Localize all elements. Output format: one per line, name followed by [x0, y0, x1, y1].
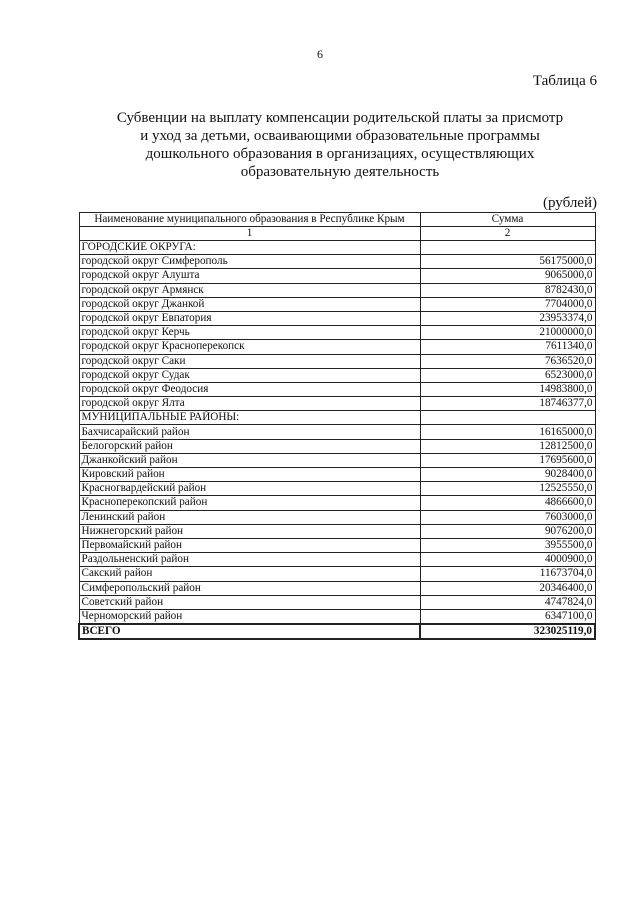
row-name-cell: Нижнегорский район — [79, 524, 420, 538]
row-value-cell: 11673704,0 — [420, 567, 595, 581]
row-value-cell: 20346400,0 — [420, 581, 595, 595]
table-row — [79, 326, 595, 340]
row-name-cell: городской округ Красноперекопск — [79, 340, 420, 354]
row-value-cell: 4747824,0 — [420, 595, 595, 609]
row-name-cell: Белогорский район — [79, 439, 420, 453]
table-row — [79, 439, 595, 453]
table-row — [79, 482, 595, 496]
table-row — [79, 269, 595, 283]
table-row — [79, 581, 595, 595]
table-row — [79, 595, 595, 609]
table-row — [79, 397, 595, 411]
row-name-cell: городской округ Судак — [79, 368, 420, 382]
table-row — [79, 311, 595, 325]
row-value-cell: 6347100,0 — [420, 609, 595, 624]
table-row — [79, 510, 595, 524]
row-name-cell: Красногвардейский район — [79, 482, 420, 496]
row-value-cell: 7611340,0 — [420, 340, 595, 354]
row-value-cell: 9028400,0 — [420, 468, 595, 482]
table-row — [79, 567, 595, 581]
row-name-cell: городской округ Джанкой — [79, 297, 420, 311]
row-value-cell: 4866600,0 — [420, 496, 595, 510]
row-name-cell: городской округ Керчь — [79, 326, 420, 340]
row-name-cell: городской округ Алушта — [79, 269, 420, 283]
row-name-cell: Советский район — [79, 595, 420, 609]
table-row — [79, 609, 595, 624]
row-value-cell — [420, 241, 595, 255]
table-row — [79, 411, 595, 425]
title-line: Субвенции на выплату компенсации родительской платы за присмотр — [116, 110, 564, 126]
table-row — [79, 241, 595, 255]
row-name-cell: Бахчисарайский район — [79, 425, 420, 439]
row-name-cell: городской округ Армянск — [79, 283, 420, 297]
page-number: 6 — [317, 47, 323, 61]
row-value-cell: 56175000,0 — [420, 255, 595, 269]
row-value-cell: 23953374,0 — [420, 311, 595, 325]
row-value-cell: 7704000,0 — [420, 297, 595, 311]
row-name-cell: Первомайский район — [79, 538, 420, 552]
row-name-cell: городской округ Симферополь — [79, 255, 420, 269]
table-row — [79, 553, 595, 567]
title-line: дошкольного образования в организациях, осуществляющих — [145, 146, 535, 162]
row-value-cell: 9065000,0 — [420, 269, 595, 283]
row-value-cell: 12525550,0 — [420, 482, 595, 496]
header-sum-cell: Сумма — [420, 213, 595, 227]
document-title — [80, 109, 600, 181]
row-value-cell: 18746377,0 — [420, 397, 595, 411]
row-name-cell: Джанкойский район — [79, 453, 420, 467]
row-name-cell: Симферопольский район — [79, 581, 420, 595]
row-value-cell: 14983800,0 — [420, 382, 595, 396]
header-name-cell: Наименование муниципального образования в Республике Крым — [79, 213, 420, 227]
row-name-cell: ГОРОДСКИЕ ОКРУГА: — [79, 241, 420, 255]
row-value-cell: 17695600,0 — [420, 453, 595, 467]
row-name-cell: Черноморский район — [79, 609, 420, 624]
column-number-row — [79, 227, 595, 241]
row-name-cell: Красноперекопский район — [79, 496, 420, 510]
row-name-cell: Кировский район — [79, 468, 420, 482]
row-value-cell: 16165000,0 — [420, 425, 595, 439]
row-name-cell: городской округ Евпатория — [79, 311, 420, 325]
table-row — [79, 425, 595, 439]
row-value-cell: 6523000,0 — [420, 368, 595, 382]
row-value-cell: 4000900,0 — [420, 553, 595, 567]
subsidy-table — [78, 212, 596, 640]
row-value-cell: 7603000,0 — [420, 510, 595, 524]
row-name-cell: городской округ Феодосия — [79, 382, 420, 396]
table-row — [79, 524, 595, 538]
row-value-cell: 21000000,0 — [420, 326, 595, 340]
row-value-cell: 8782430,0 — [420, 283, 595, 297]
table-row — [79, 283, 595, 297]
row-value-cell: 9076200,0 — [420, 524, 595, 538]
total-row — [79, 624, 595, 639]
total-value-cell: 323025119,0 — [420, 624, 595, 639]
table-header-row — [79, 213, 595, 227]
table-row — [79, 382, 595, 396]
row-name-cell: Раздольненский район — [79, 553, 420, 567]
table-row — [79, 255, 595, 269]
total-label-cell: ВСЕГО — [79, 624, 420, 639]
row-value-cell: 7636520,0 — [420, 354, 595, 368]
units-label: (рублей) — [542, 195, 597, 211]
table-row — [79, 297, 595, 311]
row-name-cell: МУНИЦИПАЛЬНЫЕ РАЙОНЫ: — [79, 411, 420, 425]
table-row — [79, 453, 595, 467]
table-row — [79, 496, 595, 510]
row-name-cell: Ленинский район — [79, 510, 420, 524]
table-row — [79, 468, 595, 482]
row-value-cell: 3955500,0 — [420, 538, 595, 552]
row-name-cell: городской округ Саки — [79, 354, 420, 368]
column-number-2: 2 — [420, 227, 595, 241]
table-row — [79, 340, 595, 354]
title-line: и уход за детьми, осваивающими образовательные программы — [140, 128, 540, 144]
table-row — [79, 354, 595, 368]
row-name-cell: Сакский район — [79, 567, 420, 581]
column-number-1: 1 — [79, 227, 420, 241]
table-row — [79, 368, 595, 382]
table-label: Таблица 6 — [532, 73, 597, 89]
row-value-cell: 12812500,0 — [420, 439, 595, 453]
title-line: образовательную деятельность — [240, 164, 440, 180]
table-row — [79, 538, 595, 552]
row-name-cell: городской округ Ялта — [79, 397, 420, 411]
row-value-cell — [420, 411, 595, 425]
